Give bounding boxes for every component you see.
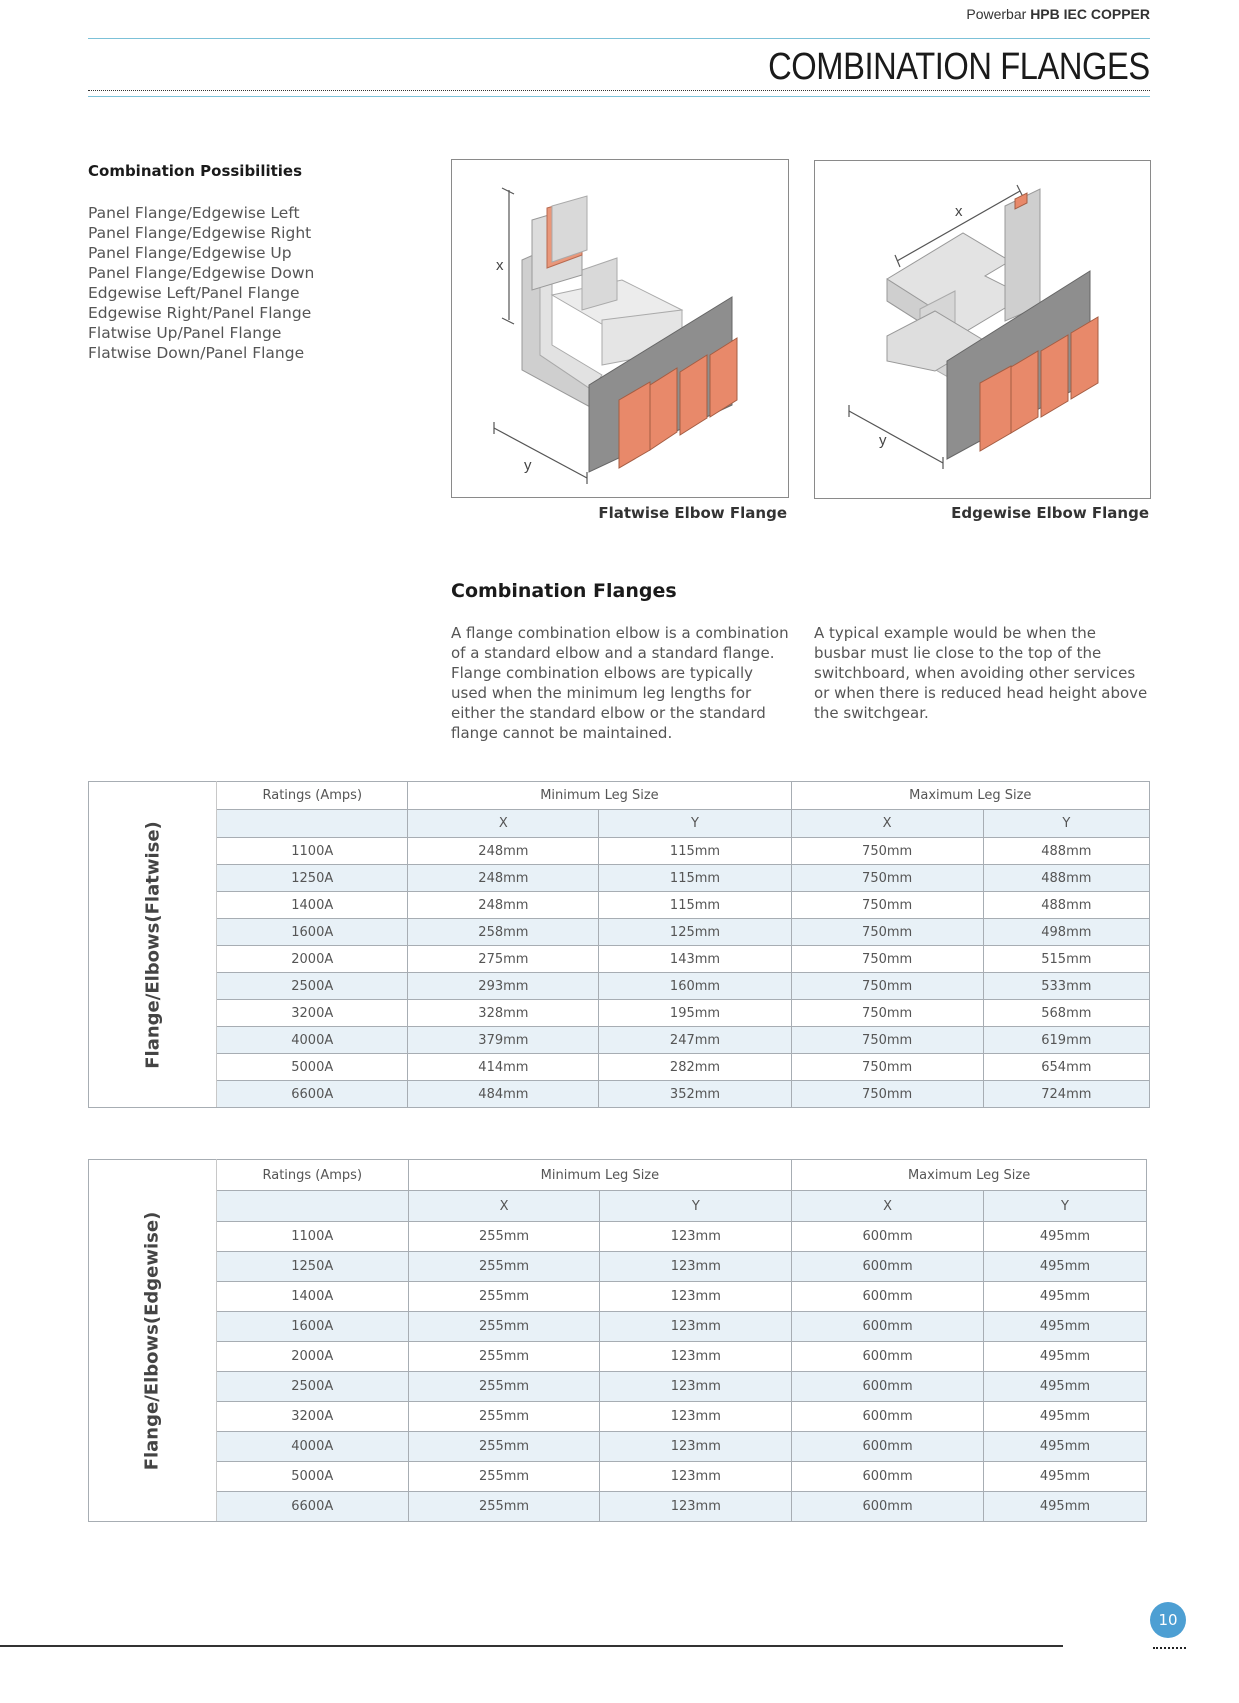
value-cell: 258mm bbox=[408, 919, 599, 946]
value-cell: 247mm bbox=[599, 1027, 791, 1054]
table-row bbox=[89, 1372, 1147, 1402]
table-row bbox=[89, 1252, 1147, 1282]
value-cell: 495mm bbox=[983, 1312, 1146, 1342]
value-cell: 484mm bbox=[408, 1081, 599, 1108]
table-header-ratings: Ratings (Amps) bbox=[217, 782, 408, 810]
top-rule bbox=[88, 38, 1150, 39]
value-cell: 255mm bbox=[408, 1282, 600, 1312]
page-number-dots bbox=[1153, 1647, 1186, 1649]
brand-product: HPB IEC COPPER bbox=[1030, 6, 1150, 22]
table-row bbox=[89, 1402, 1147, 1432]
value-cell: 123mm bbox=[600, 1222, 792, 1252]
combination-item: Panel Flange/Edgewise Down bbox=[88, 264, 315, 282]
table-subheader-cell: X bbox=[408, 810, 599, 838]
footer-rule bbox=[0, 1645, 1063, 1647]
dim-x-label: x bbox=[496, 257, 504, 274]
value-cell: 619mm bbox=[983, 1027, 1149, 1054]
table-row bbox=[89, 973, 1150, 1000]
dim-y-label: y bbox=[524, 457, 532, 474]
value-cell: 600mm bbox=[792, 1252, 984, 1282]
value-cell: 600mm bbox=[792, 1282, 984, 1312]
value-cell: 750mm bbox=[791, 1081, 983, 1108]
table-row bbox=[89, 1054, 1150, 1081]
value-cell: 160mm bbox=[599, 973, 791, 1000]
table-subheader-cell: Y bbox=[599, 810, 791, 838]
rating-cell: 1600A bbox=[217, 919, 408, 946]
value-cell: 495mm bbox=[983, 1462, 1146, 1492]
value-cell: 533mm bbox=[983, 973, 1149, 1000]
rating-cell: 2500A bbox=[216, 1372, 408, 1402]
figure-flatwise-elbow-flange bbox=[451, 159, 789, 498]
value-cell: 255mm bbox=[408, 1342, 600, 1372]
dim-y-label: y bbox=[879, 432, 887, 449]
value-cell: 248mm bbox=[408, 865, 599, 892]
combination-item: Panel Flange/Edgewise Up bbox=[88, 244, 292, 262]
rating-cell: 5000A bbox=[216, 1462, 408, 1492]
value-cell: 724mm bbox=[983, 1081, 1149, 1108]
value-cell: 123mm bbox=[600, 1462, 792, 1492]
value-cell: 123mm bbox=[600, 1432, 792, 1462]
value-cell: 123mm bbox=[600, 1312, 792, 1342]
value-cell: 495mm bbox=[983, 1282, 1146, 1312]
rating-cell: 5000A bbox=[217, 1054, 408, 1081]
value-cell: 248mm bbox=[408, 838, 599, 865]
value-cell: 115mm bbox=[599, 838, 791, 865]
flatwise-elbow-illustration bbox=[452, 160, 788, 497]
value-cell: 495mm bbox=[983, 1402, 1146, 1432]
section-paragraph-1: A flange combination elbow is a combination of a standard elbow and a standard flange. Flange combination elbows are typically used when the minimum leg lengths for either the standard elbow or the standard flange cannot be maintained. bbox=[451, 624, 789, 742]
value-cell: 195mm bbox=[599, 1000, 791, 1027]
value-cell: 750mm bbox=[791, 946, 983, 973]
value-cell: 495mm bbox=[983, 1432, 1146, 1462]
value-cell: 654mm bbox=[983, 1054, 1149, 1081]
table-subheader-row bbox=[89, 1191, 1147, 1222]
table-header-max: Maximum Leg Size bbox=[791, 782, 1149, 810]
table-row bbox=[89, 892, 1150, 919]
value-cell: 282mm bbox=[599, 1054, 791, 1081]
combination-item: Edgewise Left/Panel Flange bbox=[88, 284, 300, 302]
rating-cell: 1250A bbox=[216, 1252, 408, 1282]
figure-edgewise-elbow-flange bbox=[814, 160, 1151, 499]
value-cell: 115mm bbox=[599, 865, 791, 892]
value-cell: 125mm bbox=[599, 919, 791, 946]
table-row bbox=[89, 838, 1150, 865]
table-row bbox=[89, 1432, 1147, 1462]
value-cell: 600mm bbox=[792, 1432, 984, 1462]
value-cell: 488mm bbox=[983, 892, 1149, 919]
value-cell: 600mm bbox=[792, 1222, 984, 1252]
value-cell: 750mm bbox=[791, 865, 983, 892]
table-row bbox=[89, 946, 1150, 973]
value-cell: 255mm bbox=[408, 1252, 600, 1282]
value-cell: 515mm bbox=[983, 946, 1149, 973]
value-cell: 255mm bbox=[408, 1432, 600, 1462]
rating-cell: 6600A bbox=[216, 1492, 408, 1522]
table-flatwise bbox=[88, 781, 1150, 1108]
value-cell: 600mm bbox=[792, 1342, 984, 1372]
value-cell: 255mm bbox=[408, 1312, 600, 1342]
value-cell: 750mm bbox=[791, 1000, 983, 1027]
table-row bbox=[89, 1000, 1150, 1027]
value-cell: 328mm bbox=[408, 1000, 599, 1027]
table-row bbox=[89, 1492, 1147, 1522]
table-row bbox=[89, 919, 1150, 946]
table-header-max: Maximum Leg Size bbox=[792, 1160, 1147, 1191]
value-cell: 123mm bbox=[600, 1372, 792, 1402]
value-cell: 750mm bbox=[791, 973, 983, 1000]
rating-cell: 3200A bbox=[216, 1402, 408, 1432]
value-cell: 255mm bbox=[408, 1492, 600, 1522]
value-cell: 275mm bbox=[408, 946, 599, 973]
figure-caption-flatwise: Flatwise Elbow Flange bbox=[598, 504, 787, 522]
rating-cell: 2000A bbox=[217, 946, 408, 973]
table-header-ratings: Ratings (Amps) bbox=[216, 1160, 408, 1191]
table-subheader-cell bbox=[216, 1191, 408, 1222]
value-cell: 495mm bbox=[983, 1342, 1146, 1372]
page-title: COMBINATION FLANGES bbox=[768, 46, 1150, 88]
table-subheader-cell bbox=[217, 810, 408, 838]
table-subheader-cell: Y bbox=[983, 1191, 1146, 1222]
rating-cell: 6600A bbox=[217, 1081, 408, 1108]
value-cell: 255mm bbox=[408, 1372, 600, 1402]
rating-cell: 1100A bbox=[216, 1222, 408, 1252]
table-edgewise bbox=[88, 1159, 1147, 1522]
value-cell: 352mm bbox=[599, 1081, 791, 1108]
value-cell: 495mm bbox=[983, 1222, 1146, 1252]
dim-x-label: x bbox=[955, 203, 963, 220]
value-cell: 488mm bbox=[983, 865, 1149, 892]
rating-cell: 4000A bbox=[217, 1027, 408, 1054]
value-cell: 495mm bbox=[983, 1492, 1146, 1522]
brand-header bbox=[966, 6, 1150, 22]
table-side-label-cell bbox=[89, 782, 217, 1108]
value-cell: 123mm bbox=[600, 1342, 792, 1372]
value-cell: 600mm bbox=[792, 1492, 984, 1522]
value-cell: 750mm bbox=[791, 892, 983, 919]
rating-cell: 1400A bbox=[216, 1282, 408, 1312]
table-row bbox=[89, 1282, 1147, 1312]
value-cell: 488mm bbox=[983, 838, 1149, 865]
value-cell: 248mm bbox=[408, 892, 599, 919]
table-header-min: Minimum Leg Size bbox=[408, 782, 791, 810]
value-cell: 255mm bbox=[408, 1222, 600, 1252]
table-header-min: Minimum Leg Size bbox=[408, 1160, 792, 1191]
value-cell: 750mm bbox=[791, 1054, 983, 1081]
value-cell: 600mm bbox=[792, 1372, 984, 1402]
combination-possibilities-list bbox=[88, 203, 314, 363]
value-cell: 498mm bbox=[983, 919, 1149, 946]
rating-cell: 1600A bbox=[216, 1312, 408, 1342]
combination-item: Edgewise Right/Panel Flange bbox=[88, 304, 312, 322]
table-row bbox=[89, 865, 1150, 892]
table-subheader-cell: Y bbox=[983, 810, 1149, 838]
table-row bbox=[89, 1312, 1147, 1342]
value-cell: 750mm bbox=[791, 838, 983, 865]
value-cell: 750mm bbox=[791, 1027, 983, 1054]
table-subheader-cell: X bbox=[408, 1191, 600, 1222]
rating-cell: 2000A bbox=[216, 1342, 408, 1372]
combination-item: Panel Flange/Edgewise Left bbox=[88, 204, 300, 222]
value-cell: 115mm bbox=[599, 892, 791, 919]
value-cell: 568mm bbox=[983, 1000, 1149, 1027]
section-paragraph-2: A typical example would be when the busbar must lie close to the top of the switchboard, when avoiding other services or when there is reduced head height above the switchgear. bbox=[814, 624, 1148, 722]
brand-prefix: Powerbar bbox=[966, 6, 1027, 22]
value-cell: 495mm bbox=[983, 1372, 1146, 1402]
table-row bbox=[89, 1027, 1150, 1054]
table-subheader-cell: X bbox=[792, 1191, 984, 1222]
combination-item: Panel Flange/Edgewise Right bbox=[88, 224, 312, 242]
table-header-row bbox=[89, 782, 1150, 810]
page-number-badge: 10 bbox=[1150, 1602, 1186, 1638]
title-bottom-rule bbox=[88, 96, 1150, 97]
value-cell: 600mm bbox=[792, 1312, 984, 1342]
value-cell: 123mm bbox=[600, 1282, 792, 1312]
value-cell: 750mm bbox=[791, 919, 983, 946]
rating-cell: 1100A bbox=[217, 838, 408, 865]
rating-cell: 1400A bbox=[217, 892, 408, 919]
table-header-row bbox=[89, 1160, 1147, 1191]
edgewise-elbow-illustration bbox=[815, 161, 1150, 498]
rating-cell: 1250A bbox=[217, 865, 408, 892]
table-row bbox=[89, 1222, 1147, 1252]
combination-item: Flatwise Up/Panel Flange bbox=[88, 324, 282, 342]
value-cell: 600mm bbox=[792, 1402, 984, 1432]
value-cell: 123mm bbox=[600, 1492, 792, 1522]
table-row bbox=[89, 1462, 1147, 1492]
value-cell: 379mm bbox=[408, 1027, 599, 1054]
combination-item: Flatwise Down/Panel Flange bbox=[88, 344, 305, 362]
table-side-label-cell bbox=[89, 1160, 217, 1522]
value-cell: 414mm bbox=[408, 1054, 599, 1081]
table-row bbox=[89, 1342, 1147, 1372]
table-row bbox=[89, 1081, 1150, 1108]
table-subheader-cell: Y bbox=[600, 1191, 792, 1222]
figure-caption-edgewise: Edgewise Elbow Flange bbox=[951, 504, 1149, 522]
value-cell: 255mm bbox=[408, 1462, 600, 1492]
value-cell: 123mm bbox=[600, 1402, 792, 1432]
value-cell: 123mm bbox=[600, 1252, 792, 1282]
value-cell: 255mm bbox=[408, 1402, 600, 1432]
rating-cell: 3200A bbox=[217, 1000, 408, 1027]
table-side-label: Flange/Elbows(Flatwise) bbox=[142, 820, 164, 1069]
combination-possibilities-title: Combination Possibilities bbox=[88, 162, 303, 180]
rating-cell: 2500A bbox=[217, 973, 408, 1000]
table-side-label: Flange/Elbows(Edgewise) bbox=[141, 1211, 163, 1470]
value-cell: 143mm bbox=[599, 946, 791, 973]
value-cell: 495mm bbox=[983, 1252, 1146, 1282]
table-subheader-cell: X bbox=[791, 810, 983, 838]
title-dotted-rule bbox=[88, 90, 1150, 91]
value-cell: 600mm bbox=[792, 1462, 984, 1492]
value-cell: 293mm bbox=[408, 973, 599, 1000]
table-subheader-row bbox=[89, 810, 1150, 838]
rating-cell: 4000A bbox=[216, 1432, 408, 1462]
section-title: Combination Flanges bbox=[451, 580, 677, 602]
